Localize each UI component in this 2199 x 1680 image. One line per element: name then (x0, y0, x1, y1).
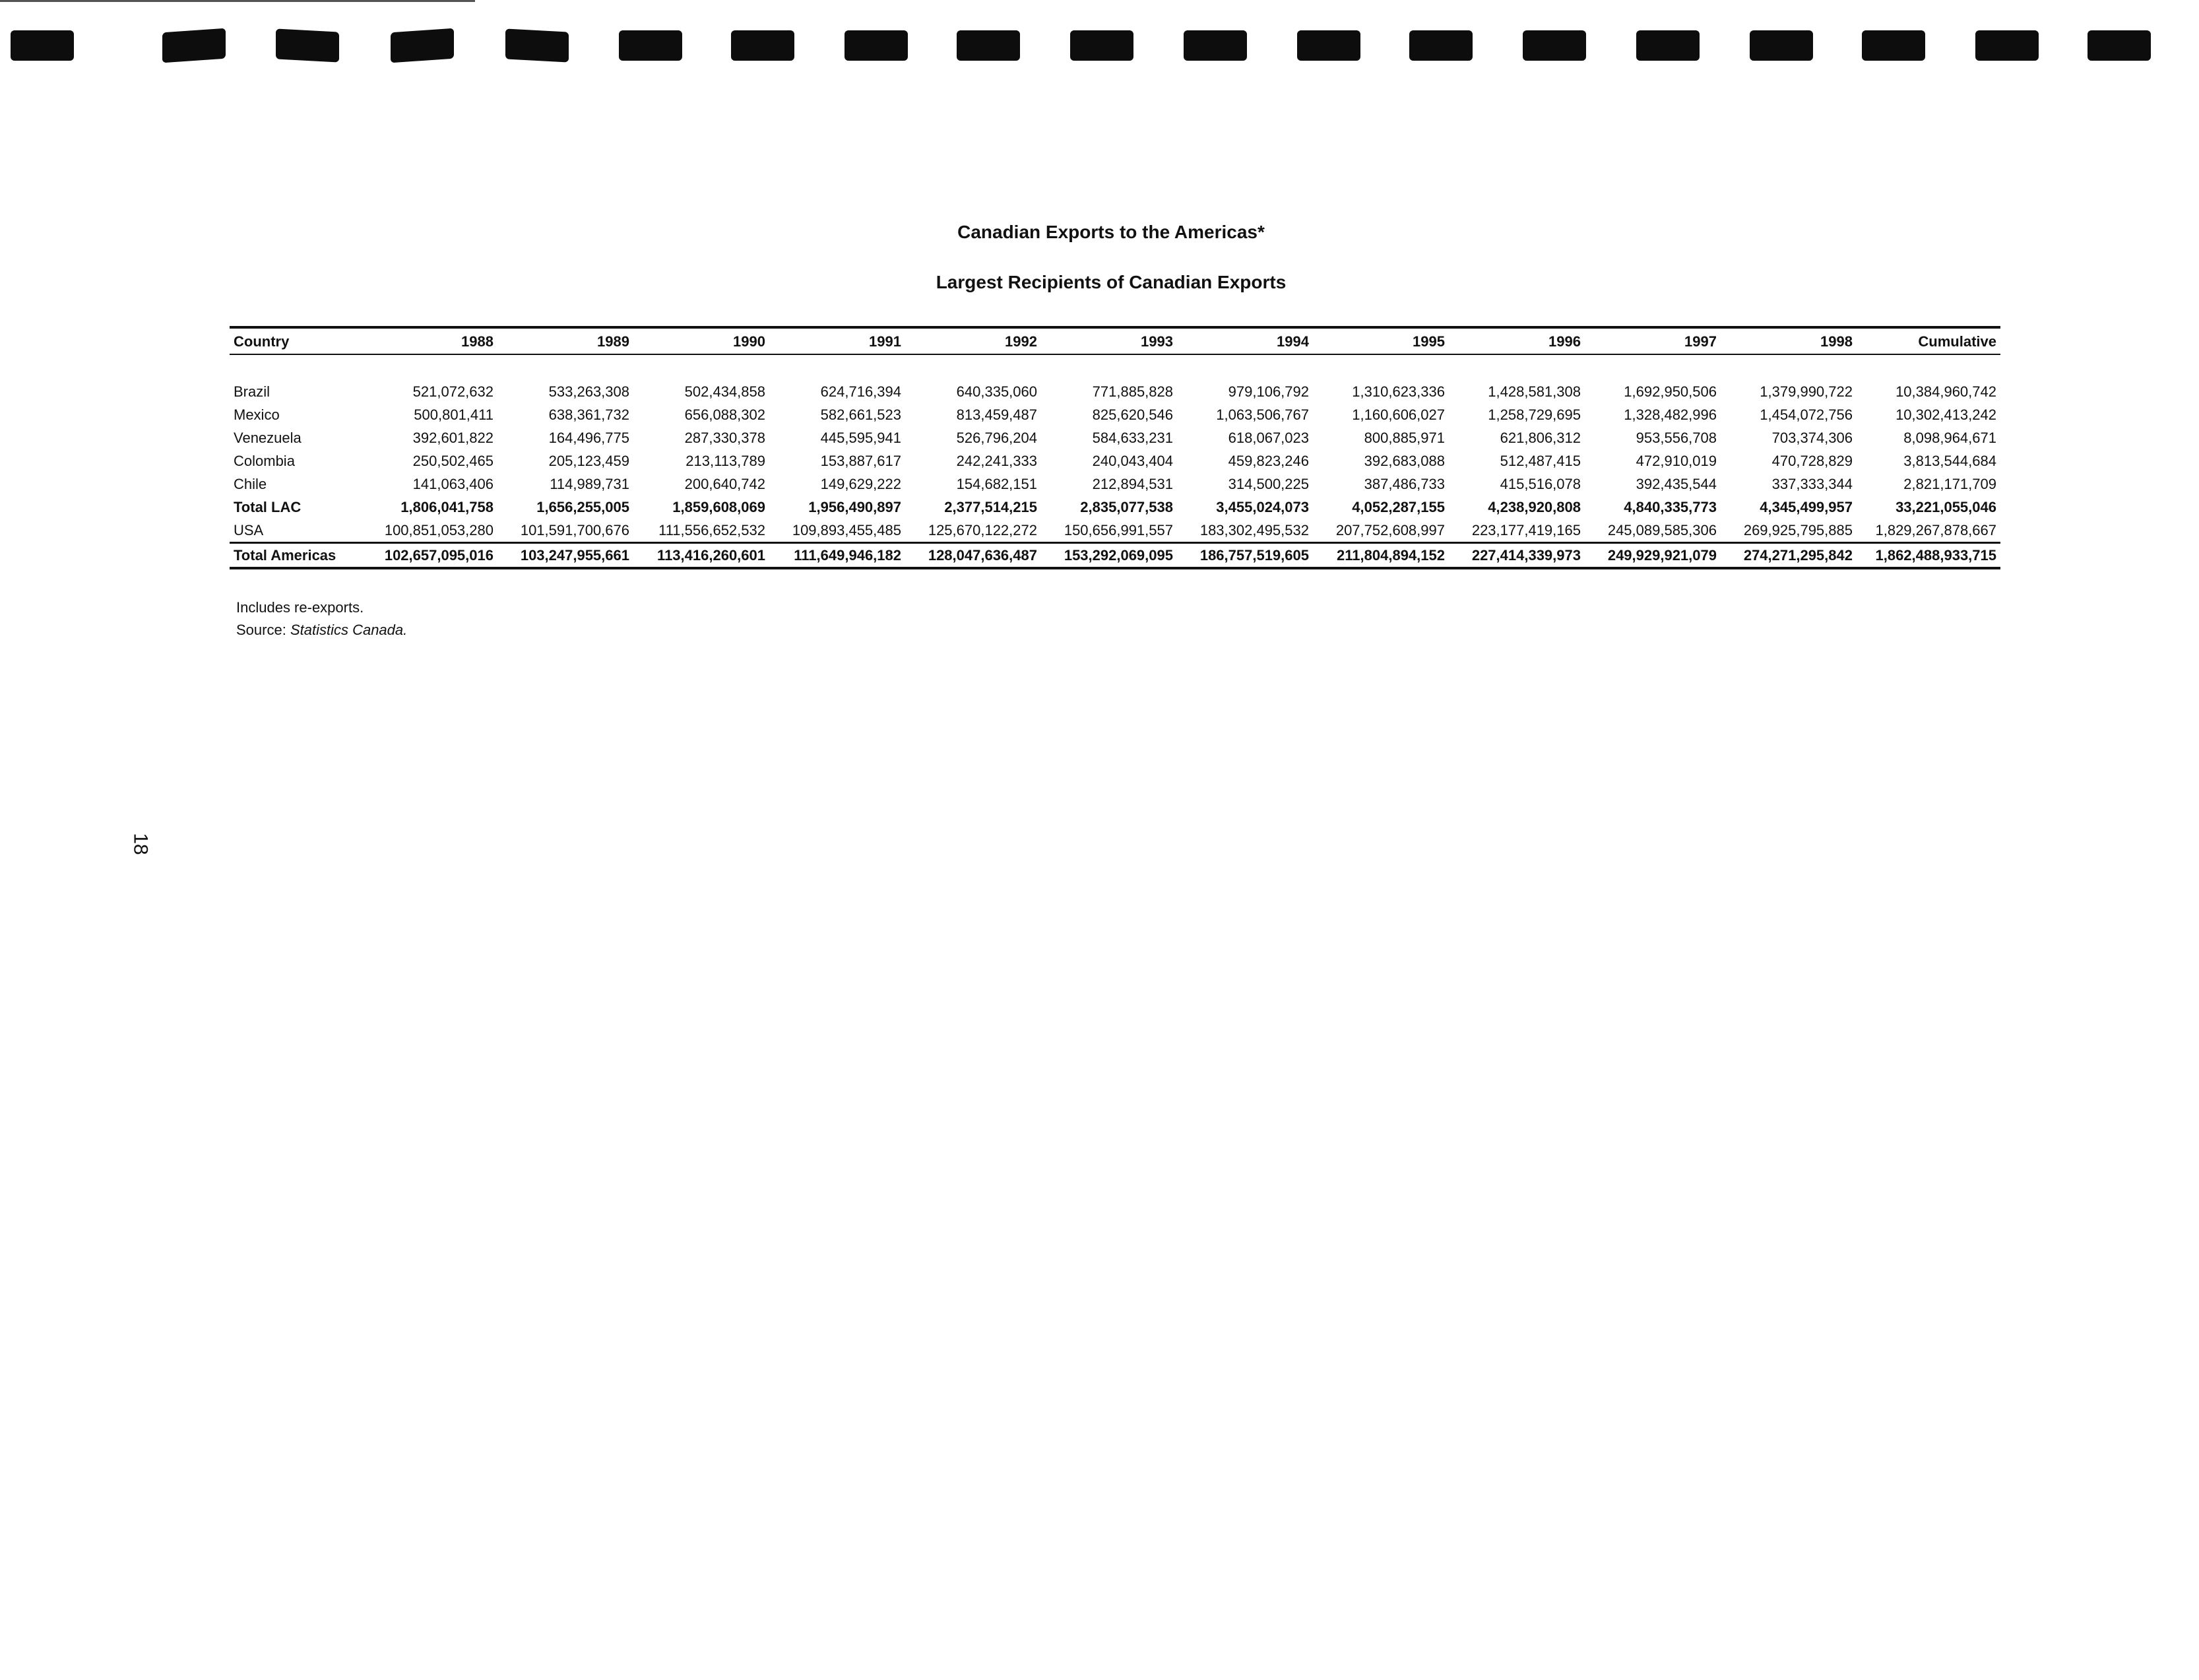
country-cell: Colombia (234, 452, 295, 469)
table-row (230, 403, 2000, 426)
country-cell: Venezuela (234, 429, 302, 446)
value-cell: 392,683,088 (1364, 452, 1445, 469)
country-cell: Mexico (234, 406, 280, 423)
value-cell: 4,345,499,957 (1760, 498, 1853, 515)
binding-hole (845, 30, 908, 61)
value-cell: 205,123,459 (548, 452, 629, 469)
value-cell: 150,656,991,557 (1064, 521, 1173, 538)
column-header: 1995 (1313, 327, 1449, 354)
column-header: 1992 (905, 327, 1041, 354)
value-cell: 250,502,465 (412, 452, 494, 469)
binding-hole (162, 28, 226, 63)
binding-hole (1409, 30, 1473, 61)
value-cell: 4,238,920,808 (1488, 498, 1581, 515)
column-header: 1993 (1041, 327, 1177, 354)
source-line (236, 619, 407, 641)
value-cell: 101,591,700,676 (520, 521, 629, 538)
value-cell: 211,804,894,152 (1313, 543, 1449, 569)
binding-hole (391, 28, 454, 63)
value-cell: 526,796,204 (956, 429, 1037, 446)
value-cell: 10,302,413,242 (1896, 406, 1996, 423)
country-cell: USA (234, 521, 264, 538)
value-cell: 149,629,222 (820, 475, 901, 492)
column-header: 1997 (1585, 327, 1721, 354)
value-cell: 825,620,546 (1092, 406, 1173, 423)
binding-hole (1975, 30, 2039, 61)
table-row (230, 449, 2000, 472)
binding-strip (0, 0, 2199, 92)
value-cell: 240,043,404 (1092, 452, 1173, 469)
binding-hole (1523, 30, 1586, 61)
document-title: Canadian Exports to the Americas* (957, 222, 1265, 242)
value-cell: 2,377,514,215 (944, 498, 1037, 515)
column-header: 1988 (362, 327, 497, 354)
value-cell: 618,067,023 (1228, 429, 1309, 446)
value-cell: 4,840,335,773 (1624, 498, 1717, 515)
value-cell: 1,310,623,336 (1352, 383, 1445, 400)
country-cell: Total LAC (234, 498, 302, 515)
value-cell: 33,221,055,046 (1896, 498, 1996, 515)
binding-hole (731, 30, 794, 61)
value-cell: 392,435,544 (1636, 475, 1717, 492)
value-cell: 1,379,990,722 (1760, 383, 1853, 400)
value-cell: 207,752,608,997 (1335, 521, 1445, 538)
value-cell: 415,516,078 (1500, 475, 1581, 492)
value-cell: 314,500,225 (1228, 475, 1309, 492)
binding-hole (1184, 30, 1247, 61)
binding-hole (619, 30, 682, 61)
value-cell: 640,335,060 (956, 383, 1037, 400)
value-cell: 154,682,151 (956, 475, 1037, 492)
value-cell: 3,813,544,684 (1903, 452, 1996, 469)
value-cell: 153,292,069,095 (1041, 543, 1177, 569)
table-row (230, 519, 2000, 543)
value-cell: 1,956,490,897 (808, 498, 901, 515)
value-cell: 521,072,632 (412, 383, 494, 400)
source-label: Source: (236, 622, 290, 638)
value-cell: 1,063,506,767 (1216, 406, 1309, 423)
value-cell: 1,862,488,933,715 (1857, 543, 2000, 569)
value-cell: 979,106,792 (1228, 383, 1309, 400)
value-cell: 8,098,964,671 (1903, 429, 1996, 446)
value-cell: 445,595,941 (820, 429, 901, 446)
value-cell: 1,859,608,069 (672, 498, 765, 515)
value-cell: 200,640,742 (684, 475, 765, 492)
column-header: 1996 (1449, 327, 1585, 354)
value-cell: 164,496,775 (548, 429, 629, 446)
country-cell: Brazil (234, 383, 271, 400)
value-cell: 584,633,231 (1092, 429, 1173, 446)
table-spacer-row (230, 354, 2000, 380)
value-cell: 470,728,829 (1771, 452, 1853, 469)
value-cell: 1,806,041,758 (400, 498, 494, 515)
column-header: 1989 (497, 327, 633, 354)
value-cell: 102,657,095,016 (362, 543, 497, 569)
table-notes (236, 597, 407, 641)
page-number: 18 (129, 833, 152, 855)
table-row (230, 543, 2000, 569)
value-cell: 1,692,950,506 (1624, 383, 1717, 400)
value-cell: 111,556,652,532 (658, 521, 765, 538)
binding-hole (957, 30, 1020, 61)
value-cell: 141,063,406 (412, 475, 494, 492)
value-cell: 227,414,339,973 (1449, 543, 1585, 569)
value-cell: 512,487,415 (1500, 452, 1581, 469)
exports-table (230, 326, 2000, 569)
value-cell: 387,486,733 (1364, 475, 1445, 492)
value-cell: 337,333,344 (1771, 475, 1853, 492)
column-header: Cumulative (1857, 327, 2000, 354)
table-body (230, 354, 2000, 568)
value-cell: 114,989,731 (550, 475, 629, 492)
value-cell: 287,330,378 (684, 429, 765, 446)
value-cell: 100,851,053,280 (384, 521, 494, 538)
value-cell: 2,821,171,709 (1903, 475, 1996, 492)
value-cell: 242,241,333 (956, 452, 1037, 469)
value-cell: 500,801,411 (414, 406, 494, 423)
binding-hole (1070, 30, 1133, 61)
value-cell: 502,434,858 (684, 383, 765, 400)
value-cell: 953,556,708 (1636, 429, 1717, 446)
value-cell: 582,661,523 (820, 406, 901, 423)
binding-hole (1636, 30, 1700, 61)
value-cell: 1,656,255,005 (536, 498, 629, 515)
column-header: 1990 (633, 327, 769, 354)
value-cell: 245,089,585,306 (1607, 521, 1717, 538)
country-cell: Chile (234, 475, 267, 492)
value-cell: 128,047,636,487 (905, 543, 1041, 569)
table-row (230, 472, 2000, 496)
value-cell: 213,113,789 (685, 452, 765, 469)
value-cell: 771,885,828 (1092, 383, 1173, 400)
value-cell: 274,271,295,842 (1721, 543, 1857, 569)
value-cell: 103,247,955,661 (497, 543, 633, 569)
binding-hole (1862, 30, 1925, 61)
value-cell: 800,885,971 (1364, 429, 1445, 446)
value-cell: 269,925,795,885 (1743, 521, 1853, 538)
exports-table-container (230, 326, 2000, 569)
value-cell: 111,649,946,182 (769, 543, 905, 569)
value-cell: 656,088,302 (684, 406, 765, 423)
value-cell: 3,455,024,073 (1216, 498, 1309, 515)
value-cell: 109,893,455,485 (792, 521, 901, 538)
value-cell: 1,258,729,695 (1488, 406, 1581, 423)
value-cell: 186,757,519,605 (1177, 543, 1313, 569)
binding-hole (505, 28, 569, 62)
column-header: 1991 (769, 327, 905, 354)
value-cell: 703,374,306 (1771, 429, 1853, 446)
column-header: Country (230, 327, 362, 354)
value-cell: 10,384,960,742 (1896, 383, 1996, 400)
table-row (230, 496, 2000, 519)
value-cell: 249,929,921,079 (1585, 543, 1721, 569)
column-header: 1998 (1721, 327, 1857, 354)
value-cell: 1,428,581,308 (1488, 383, 1581, 400)
value-cell: 113,416,260,601 (633, 543, 769, 569)
binding-hole (2087, 30, 2151, 61)
value-cell: 153,887,617 (820, 452, 901, 469)
table-header-row (230, 327, 2000, 354)
value-cell: 533,263,308 (548, 383, 629, 400)
source-name: Statistics Canada. (290, 622, 408, 638)
binding-hole (1750, 30, 1813, 61)
footnote: Includes re-exports. (236, 599, 364, 616)
value-cell: 638,361,732 (548, 406, 629, 423)
value-cell: 2,835,077,538 (1080, 498, 1173, 515)
value-cell: 183,302,495,532 (1199, 521, 1309, 538)
value-cell: 1,829,267,878,667 (1875, 521, 1996, 538)
value-cell: 459,823,246 (1228, 452, 1309, 469)
binding-edge-line (0, 0, 475, 2)
value-cell: 621,806,312 (1500, 429, 1581, 446)
value-cell: 1,454,072,756 (1760, 406, 1853, 423)
value-cell: 4,052,287,155 (1352, 498, 1445, 515)
value-cell: 212,894,531 (1092, 475, 1173, 492)
value-cell: 223,177,419,165 (1471, 521, 1581, 538)
value-cell: 392,601,822 (412, 429, 494, 446)
value-cell: 1,160,606,027 (1352, 406, 1445, 423)
binding-hole (11, 30, 74, 61)
binding-hole (276, 28, 339, 62)
table-row (230, 426, 2000, 449)
value-cell: 472,910,019 (1636, 452, 1717, 469)
binding-hole (1297, 30, 1360, 61)
document-subtitle: Largest Recipients of Canadian Exports (936, 272, 1287, 292)
country-cell: Total Americas (230, 543, 362, 569)
value-cell: 1,328,482,996 (1624, 406, 1717, 423)
value-cell: 813,459,487 (956, 406, 1037, 423)
value-cell: 125,670,122,272 (928, 521, 1037, 538)
value-cell: 624,716,394 (820, 383, 901, 400)
column-header: 1994 (1177, 327, 1313, 354)
table-row (230, 380, 2000, 403)
